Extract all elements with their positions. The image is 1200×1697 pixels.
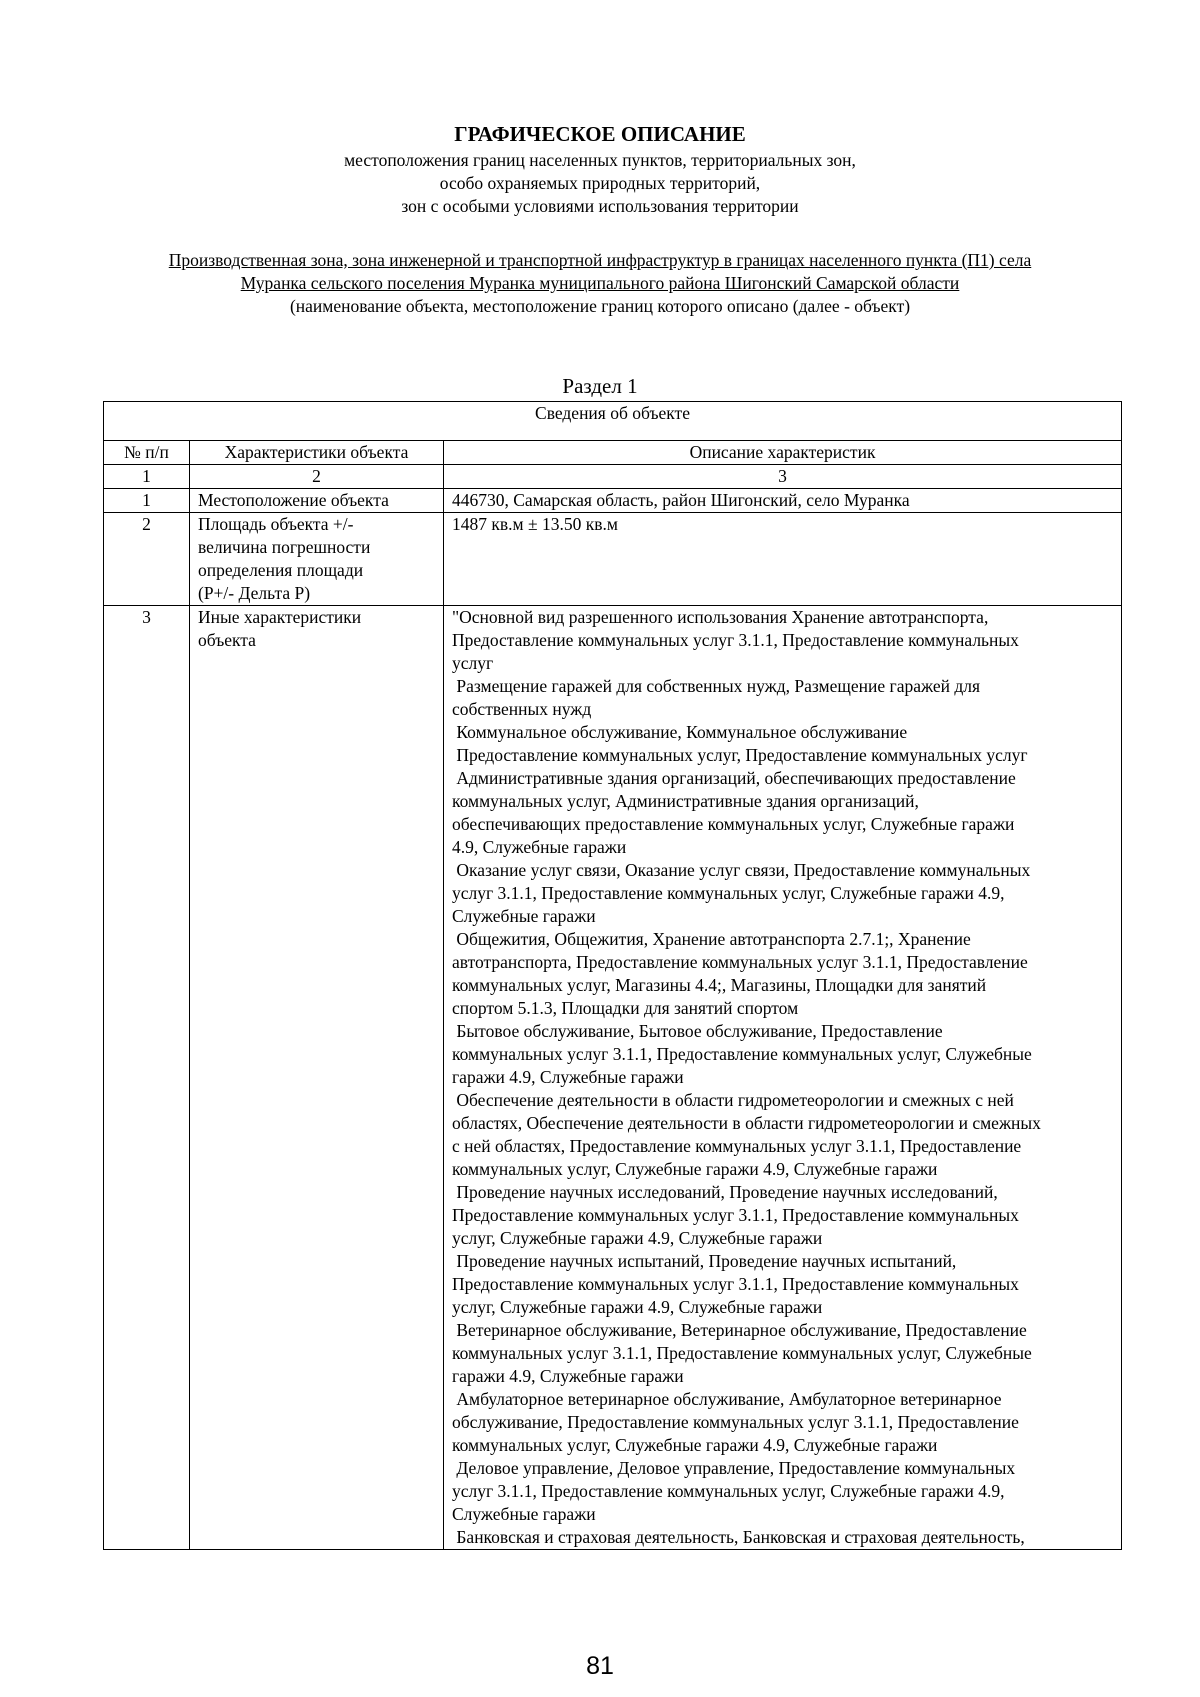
description-line: 446730, Самарская область, район Шигонский, село Муранка xyxy=(452,490,910,510)
object-name-line: Муранка сельского поселения Муранка муниципального района Шигонский Самарской области xyxy=(240,273,960,293)
description-line: Предоставление коммунальных услуг, Предоставление коммунальных услуг xyxy=(452,745,1028,765)
description-line: с ней областях, Предоставление коммунальных услуг 3.1.1, Предоставление xyxy=(452,1136,1022,1156)
description-line: Предоставление коммунальных услуг 3.1.1, Предоставление коммунальных xyxy=(452,1205,1019,1225)
description-line: Коммунальное обслуживание, Коммунальное обслуживание xyxy=(452,722,908,742)
description-line: коммунальных услуг 3.1.1, Предоставление коммунальных услуг, Служебные xyxy=(452,1044,1032,1064)
column-header-characteristic: Характеристики объекта xyxy=(190,441,444,465)
description-line: Общежития, Общежития, Хранение автотранспорта 2.7.1;, Хранение xyxy=(452,929,971,949)
description-line: коммунальных услуг, Служебные гаражи 4.9, Служебные гаражи xyxy=(452,1435,938,1455)
row-number: 2 xyxy=(104,513,190,606)
description-line: коммунальных услуг, Служебные гаражи 4.9, Служебные гаражи xyxy=(452,1159,938,1179)
subtitle-line: зон с особыми условиями использования территории xyxy=(401,196,799,216)
row-number: 1 xyxy=(104,489,190,513)
description-line: собственных нужд xyxy=(452,699,592,719)
description-line: услуг 3.1.1, Предоставление коммунальных услуг, Служебные гаражи 4.9, xyxy=(452,1481,1005,1501)
characteristic-line: Площадь объекта +/- xyxy=(198,514,354,534)
description-line: Амбулаторное ветеринарное обслуживание, Амбулаторное ветеринарное xyxy=(452,1389,1002,1409)
description-line: услуг, Служебные гаражи 4.9, Служебные гаражи xyxy=(452,1228,823,1248)
description-line: гаражи 4.9, Служебные гаражи xyxy=(452,1067,684,1087)
characteristic-line: Местоположение объекта xyxy=(198,490,389,510)
row-characteristic xyxy=(190,606,444,1550)
description-line: 4.9, Служебные гаражи xyxy=(452,837,627,857)
section-label: Раздел 1 xyxy=(562,374,638,398)
column-header-number: № п/п xyxy=(104,441,190,465)
subtitle-line: особо охраняемых природных территорий, xyxy=(439,173,761,193)
description-line: услуг xyxy=(452,653,494,673)
description-line: услуг, Служебные гаражи 4.9, Служебные гаражи xyxy=(452,1297,823,1317)
column-header-row xyxy=(104,441,1122,465)
description-line: Предоставление коммунальных услуг 3.1.1, Предоставление коммунальных xyxy=(452,630,1019,650)
table-row xyxy=(104,513,1122,606)
document-title: ГРАФИЧЕСКОЕ ОПИСАНИЕ xyxy=(454,122,746,146)
object-name-block xyxy=(0,249,1200,318)
column-number: 3 xyxy=(444,465,1122,489)
description-line: Предоставление коммунальных услуг 3.1.1, Предоставление коммунальных xyxy=(452,1274,1019,1294)
description-line: Ветеринарное обслуживание, Ветеринарное обслуживание, Предоставление xyxy=(452,1320,1027,1340)
description-line: обеспечивающих предоставление коммунальных услуг, Служебные гаражи xyxy=(452,814,1015,834)
table-row xyxy=(104,606,1122,1550)
characteristic-line: Иные характеристики xyxy=(198,607,362,627)
description-line: коммунальных услуг, Административные здания организаций, xyxy=(452,791,919,811)
description-line: Обеспечение деятельности в области гидрометеорологии и смежных с ней xyxy=(452,1090,1014,1110)
description-line: Оказание услуг связи, Оказание услуг связи, Предоставление коммунальных xyxy=(452,860,1031,880)
description-line: "Основной вид разрешенного использования Хранение автотранспорта, xyxy=(452,607,989,627)
description-line: 1487 кв.м ± 13.50 кв.м xyxy=(452,514,618,534)
column-number: 1 xyxy=(104,465,190,489)
row-description xyxy=(444,606,1122,1550)
description-line: Проведение научных исследований, Проведение научных исследований, xyxy=(452,1182,998,1202)
object-name-line: Производственная зона, зона инженерной и транспортной инфраструктур в границах населенного пункта (П1) села xyxy=(168,250,1032,270)
subtitle-line: местоположения границ населенных пунктов, территориальных зон, xyxy=(344,150,856,170)
description-line: Служебные гаражи xyxy=(452,1504,596,1524)
row-characteristic xyxy=(190,489,444,513)
column-number-row xyxy=(104,465,1122,489)
characteristic-line: объекта xyxy=(198,630,256,650)
description-line: Банковская и страховая деятельность, Банковская и страховая деятельность, xyxy=(452,1527,1025,1547)
description-line: Деловое управление, Деловое управление, Предоставление коммунальных xyxy=(452,1458,1016,1478)
description-line: Проведение научных испытаний, Проведение научных испытаний, xyxy=(452,1251,957,1271)
description-line: Служебные гаражи xyxy=(452,906,596,926)
page-number: 81 xyxy=(586,1652,614,1680)
characteristic-line: величина погрешности xyxy=(198,537,371,557)
row-description xyxy=(444,513,1122,606)
description-line: коммунальных услуг, Магазины 4.4;, Магазины, Площадки для занятий xyxy=(452,975,987,995)
description-line: коммунальных услуг 3.1.1, Предоставление коммунальных услуг, Служебные xyxy=(452,1343,1032,1363)
description-line: обслуживание, Предоставление коммунальных услуг 3.1.1, Предоставление xyxy=(452,1412,1019,1432)
document-subtitle xyxy=(0,149,1200,218)
table-title: Сведения об объекте xyxy=(104,402,1122,441)
table-body xyxy=(104,489,1122,1550)
description-line: Административные здания организаций, обеспечивающих предоставление xyxy=(452,768,1016,788)
row-description xyxy=(444,489,1122,513)
column-number: 2 xyxy=(190,465,444,489)
table-title-row xyxy=(104,402,1122,441)
object-name-caption: (наименование объекта, местоположение границ которого описано (далее - объект) xyxy=(289,296,911,316)
row-number: 3 xyxy=(104,606,190,1550)
description-line: областях, Обеспечение деятельности в области гидрометеорологии и смежных xyxy=(452,1113,1041,1133)
description-line: Бытовое обслуживание, Бытовое обслуживание, Предоставление xyxy=(452,1021,943,1041)
description-line: спортом 5.1.3, Площадки для занятий спортом xyxy=(452,998,799,1018)
description-line: автотранспорта, Предоставление коммунальных услуг 3.1.1, Предоставление xyxy=(452,952,1028,972)
characteristic-line: (P+/- Дельта P) xyxy=(198,583,311,603)
row-characteristic xyxy=(190,513,444,606)
table-row xyxy=(104,489,1122,513)
object-info-table xyxy=(103,401,1122,1550)
description-line: гаражи 4.9, Служебные гаражи xyxy=(452,1366,684,1386)
characteristic-line: определения площади xyxy=(198,560,364,580)
column-header-description: Описание характеристик xyxy=(444,441,1122,465)
description-line: Размещение гаражей для собственных нужд, Размещение гаражей для xyxy=(452,676,981,696)
description-line: услуг 3.1.1, Предоставление коммунальных услуг, Служебные гаражи 4.9, xyxy=(452,883,1005,903)
